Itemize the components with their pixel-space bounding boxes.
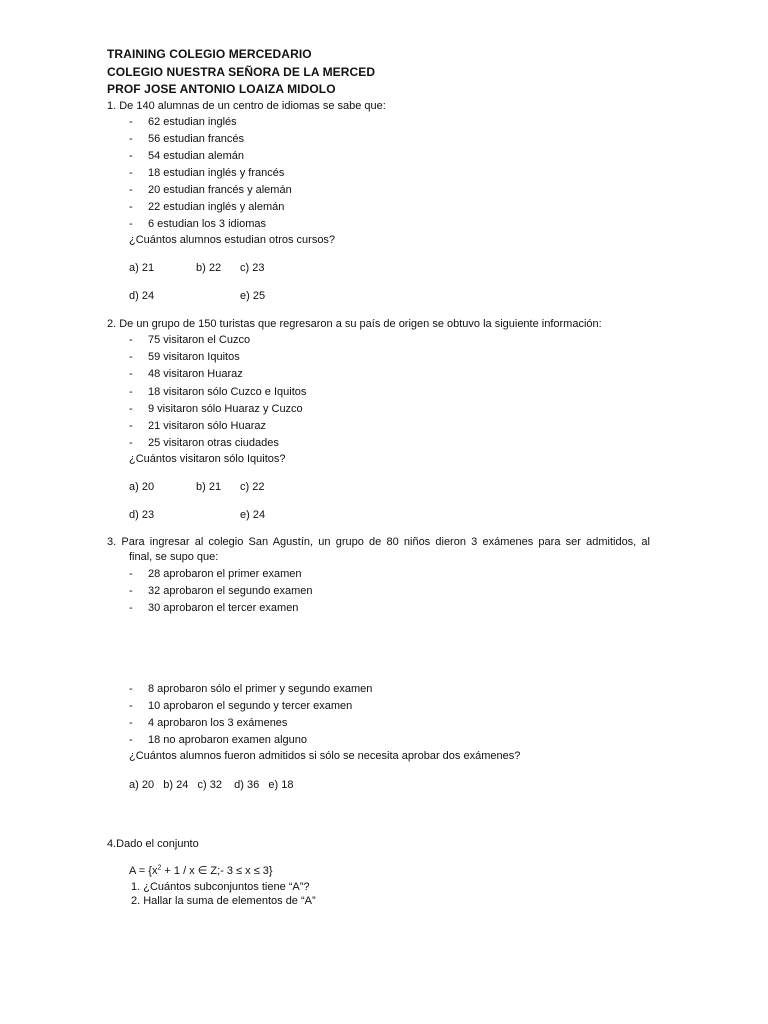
q1-option-c: c) 23 (240, 262, 265, 274)
q1-stem: 1. De 140 alumnas de un centro de idiomas se sabe que: (107, 100, 386, 112)
q1-option-b: b) 22 (196, 262, 222, 274)
header-line-3: PROF JOSE ANTONIO LOAIZA MIDOLO (107, 82, 336, 96)
q4-subquestion-1: 1. ¿Cuántos subconjuntos tiene “A”? (131, 881, 310, 893)
document-page: TRAINING COLEGIO MERCEDARIO COLEGIO NUESTRA SEÑORA DE LA MERCED PROF JOSE ANTONIO LOAIZA MIDOLO 1. De 140 alumnas de un centro de idiomas se sabe que: - 62 estudian inglés - 56 estudian francés - 54 estudian alemán - 18 estudian inglés y francés - 20 estudian francés y alemán - 22 estudian inglés y alemán - 6 estudian los 3 idiomas ¿Cuántos alumnos estudian otros cursos? a) 21 b) 22 c) 23 d) 24 e) 25 2. De un grupo de 150 turistas que regresaron a su país de origen se obtuvo la siguiente información: - 75 visitaron el Cuzco - 59 visitaron Iquitos - 48 visitaron Huaraz - 18 visitaron sólo Cuzco e Iquitos - 9 visitaron sólo Huaraz y Cuzco - 21 visitaron sólo Huaraz - 25 visitaron otras ciudades ¿Cuántos visitaron sólo Iquitos? a) 20 b) 21 c) 22 d) 23 e) 24 3. Para ingresar al colegio San Agustín, un grupo de 80 niños dieron 3 exámenes para ser admitidos, al final, se supo que: - 28 aprobaron el primer examen - 32 aprobaron el segundo examen - 30 aprobaron el tercer examen - 8 aprobaron sólo el primer y segundo examen - 10 aprobaron el segundo y tercer examen - 4 aprobaron los 3 exámenes - 18 no aprobaron examen alguno ¿Cuántos alumnos fueron admitidos si sólo se necesita aprobar dos exámenes? a) 20 b) 24 c) 32 d) 36 e) 18 4.Dado el conjunto $A = \{x^2 + 1 / x$ ∈ Z;- 3 ≤ x ≤ 3} 1. ¿Cuántos subconjuntos tiene “A”? 2. Hallar la suma de elementos de “A” (0, 0, 768, 1024)
q2-stem: 2. De un grupo de 150 turistas que regresaron a su país de origen se obtuvo la siguiente información: (107, 318, 602, 330)
q2-option-d: d) 23 (129, 509, 155, 521)
exponent: 2 (157, 864, 162, 872)
q2-option-b: b) 21 (196, 481, 222, 493)
q4-set-definition: $A = \{x^2 + 1 / x$ ∈ Z;- 3 ≤ x ≤ 3} (129, 864, 273, 877)
q2-option-a: a) 20 (129, 481, 155, 493)
q3-options: a) 20 b) 24 c) 32 d) 36 e) 18 (129, 779, 294, 791)
q1-option-a: a) 21 (129, 262, 155, 274)
q3-question: ¿Cuántos alumnos fueron admitidos si sólo se necesita aprobar dos exámenes? (129, 750, 521, 762)
q3-stem-line-1: 3. Para ingresar al colegio San Agustín, un grupo de 80 niños dieron 3 exámenes para ser admitidos, al (107, 536, 650, 548)
header-line-1: TRAINING COLEGIO MERCEDARIO (107, 47, 312, 61)
q4-subquestion-2: 2. Hallar la suma de elementos de “A” (131, 895, 316, 907)
q1-option-e: e) 25 (240, 290, 266, 302)
q2-option-e: e) 24 (240, 509, 266, 521)
q2-question: ¿Cuántos visitaron sólo Iquitos? (129, 453, 286, 465)
header-line-2: COLEGIO NUESTRA SEÑORA DE LA MERCED (107, 65, 376, 79)
q1-option-d: d) 24 (129, 290, 155, 302)
q1-question: ¿Cuántos alumnos estudian otros cursos? (129, 234, 336, 246)
q4-stem: 4.Dado el conjunto (107, 838, 199, 850)
q2-option-c: c) 22 (240, 481, 265, 493)
q3-stem-line-2: final, se supo que: (129, 551, 219, 563)
